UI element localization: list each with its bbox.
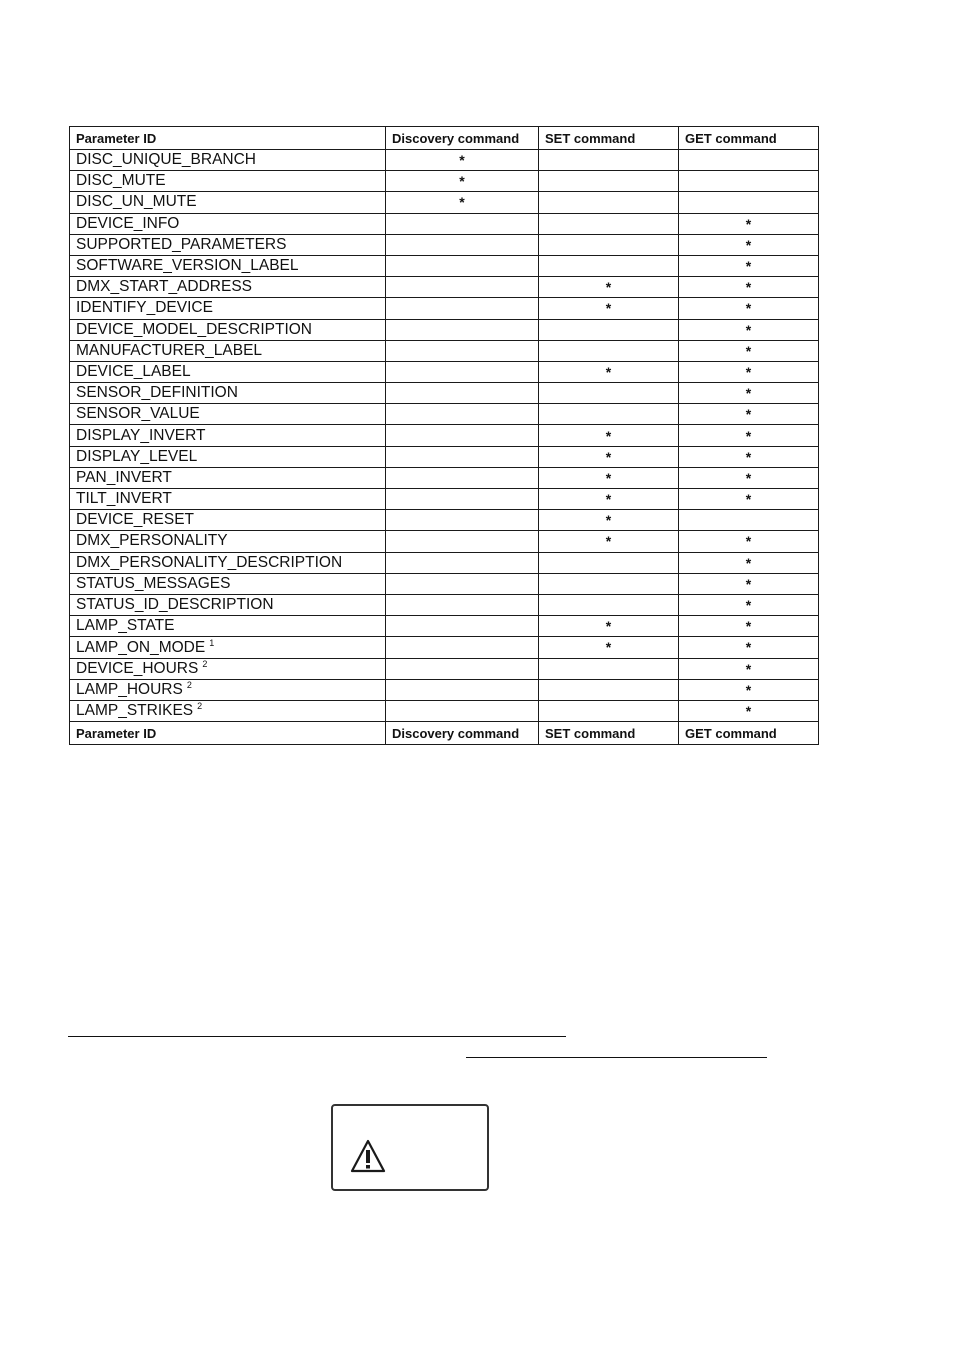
- header-parameter-id: Parameter ID: [70, 127, 386, 150]
- table-row: [70, 361, 819, 382]
- get-cell: *: [679, 616, 819, 637]
- parameter-name-cell: [70, 658, 386, 679]
- set-cell: [539, 234, 679, 255]
- discovery-cell: [386, 616, 539, 637]
- table-row: [70, 404, 819, 425]
- set-cell: *: [539, 616, 679, 637]
- parameter-name: SENSOR_VALUE: [76, 405, 200, 423]
- get-cell: *: [679, 383, 819, 404]
- table-row: [70, 489, 819, 510]
- parameter-name: DEVICE_HOURS: [76, 660, 199, 678]
- discovery-cell: [386, 298, 539, 319]
- set-cell: [539, 679, 679, 700]
- set-cell: *: [539, 446, 679, 467]
- get-cell: *: [679, 700, 819, 721]
- parameter-name: DISC_MUTE: [76, 172, 166, 190]
- parameter-name-cell: [70, 637, 386, 658]
- discovery-cell: [386, 234, 539, 255]
- table-row: [70, 234, 819, 255]
- parameter-name: DEVICE_MODEL_DESCRIPTION: [76, 320, 312, 338]
- set-cell: *: [539, 361, 679, 382]
- parameter-name: LAMP_STRIKES: [76, 702, 194, 720]
- set-cell: *: [539, 489, 679, 510]
- get-cell: *: [679, 573, 819, 594]
- parameter-name: DEVICE_INFO: [76, 214, 180, 232]
- parameter-name: MANUFACTURER_LABEL: [76, 341, 263, 359]
- table-row: [70, 277, 819, 298]
- parameter-name: SENSOR_DEFINITION: [76, 384, 238, 402]
- parameter-name-cell: [70, 700, 386, 721]
- discovery-cell: [386, 404, 539, 425]
- table-row: [70, 700, 819, 721]
- parameter-name: STATUS_ID_DESCRIPTION: [76, 596, 274, 614]
- get-cell: *: [679, 277, 819, 298]
- table-body: [70, 150, 819, 722]
- table-row: [70, 255, 819, 276]
- discovery-cell: [386, 361, 539, 382]
- get-cell: *: [679, 255, 819, 276]
- get-cell: *: [679, 213, 819, 234]
- table-row: [70, 319, 819, 340]
- discovery-cell: [386, 255, 539, 276]
- table-row: [70, 552, 819, 573]
- get-cell: *: [679, 552, 819, 573]
- header-get-command: GET command: [679, 127, 819, 150]
- table-row: [70, 616, 819, 637]
- get-cell: *: [679, 679, 819, 700]
- parameter-name: DISC_UN_MUTE: [76, 193, 197, 211]
- get-cell: *: [679, 425, 819, 446]
- set-cell: [539, 213, 679, 234]
- table-row: [70, 658, 819, 679]
- parameter-name-cell: [70, 404, 386, 425]
- set-cell: [539, 552, 679, 573]
- table-row: [70, 213, 819, 234]
- footnote-marker: 1: [209, 637, 215, 648]
- parameter-name-cell: [70, 679, 386, 700]
- discovery-cell: [386, 700, 539, 721]
- parameter-name-cell: [70, 510, 386, 531]
- parameter-name-cell: [70, 573, 386, 594]
- parameter-name: DEVICE_LABEL: [76, 362, 191, 380]
- header-discovery-command: Discovery command: [386, 127, 539, 150]
- get-cell: *: [679, 594, 819, 615]
- set-cell: [539, 255, 679, 276]
- header-set-command: SET command: [539, 127, 679, 150]
- discovery-cell: [386, 425, 539, 446]
- table-row: [70, 340, 819, 361]
- table-row: [70, 594, 819, 615]
- discovery-cell: [386, 573, 539, 594]
- set-cell: *: [539, 277, 679, 298]
- get-cell: *: [679, 298, 819, 319]
- discovery-cell: *: [386, 171, 539, 192]
- parameter-name-cell: [70, 383, 386, 404]
- parameter-name-cell: [70, 298, 386, 319]
- discovery-cell: *: [386, 192, 539, 213]
- divider-line: [68, 1036, 566, 1037]
- discovery-cell: [386, 383, 539, 404]
- parameter-name-cell: [70, 594, 386, 615]
- parameter-name-cell: [70, 467, 386, 488]
- footnote-marker: 2: [202, 659, 208, 670]
- table-row: [70, 679, 819, 700]
- get-cell: *: [679, 340, 819, 361]
- get-cell: [679, 192, 819, 213]
- get-cell: *: [679, 531, 819, 552]
- discovery-cell: [386, 510, 539, 531]
- footer-discovery-command: Discovery command: [386, 722, 539, 745]
- warning-box: [331, 1104, 489, 1191]
- parameter-name: DMX_START_ADDRESS: [76, 278, 252, 296]
- table-row: [70, 531, 819, 552]
- discovery-cell: [386, 637, 539, 658]
- parameter-name-cell: [70, 489, 386, 510]
- parameter-name: SOFTWARE_VERSION_LABEL: [76, 257, 299, 275]
- set-cell: [539, 150, 679, 171]
- set-cell: *: [539, 467, 679, 488]
- get-cell: *: [679, 637, 819, 658]
- discovery-cell: [386, 489, 539, 510]
- set-cell: *: [539, 510, 679, 531]
- parameter-name-cell: [70, 531, 386, 552]
- parameter-table: [69, 126, 819, 745]
- footer-parameter-id: Parameter ID: [70, 722, 386, 745]
- divider-line-short: [466, 1057, 767, 1058]
- parameter-name-cell: [70, 277, 386, 298]
- discovery-cell: [386, 319, 539, 340]
- set-cell: *: [539, 531, 679, 552]
- footer-get-command: GET command: [679, 722, 819, 745]
- parameter-name-cell: [70, 255, 386, 276]
- parameter-name-cell: [70, 446, 386, 467]
- parameter-name-cell: [70, 171, 386, 192]
- table-row: [70, 446, 819, 467]
- parameter-name: DISC_UNIQUE_BRANCH: [76, 151, 257, 169]
- discovery-cell: [386, 594, 539, 615]
- parameter-name: DISPLAY_LEVEL: [76, 447, 198, 465]
- discovery-cell: [386, 213, 539, 234]
- parameter-name-cell: [70, 319, 386, 340]
- parameter-name: DEVICE_RESET: [76, 511, 195, 529]
- parameter-name-cell: [70, 361, 386, 382]
- table-row: [70, 150, 819, 171]
- get-cell: *: [679, 489, 819, 510]
- discovery-cell: *: [386, 150, 539, 171]
- parameter-name: STATUS_MESSAGES: [76, 574, 231, 592]
- parameter-name-cell: [70, 213, 386, 234]
- footnote-marker: 2: [186, 680, 192, 691]
- parameter-name: DMX_PERSONALITY_DESCRIPTION: [76, 553, 343, 571]
- get-cell: [679, 171, 819, 192]
- discovery-cell: [386, 658, 539, 679]
- table-row: [70, 510, 819, 531]
- set-cell: [539, 594, 679, 615]
- set-cell: [539, 658, 679, 679]
- parameter-name: LAMP_ON_MODE: [76, 638, 206, 656]
- set-cell: [539, 319, 679, 340]
- parameter-name-cell: [70, 234, 386, 255]
- discovery-cell: [386, 340, 539, 361]
- table-row: [70, 637, 819, 658]
- parameter-name-cell: [70, 552, 386, 573]
- parameter-name-cell: [70, 340, 386, 361]
- parameter-name: LAMP_HOURS: [76, 681, 183, 699]
- parameter-name-cell: [70, 150, 386, 171]
- parameter-name-cell: [70, 425, 386, 446]
- set-cell: [539, 340, 679, 361]
- parameter-name-cell: [70, 616, 386, 637]
- table-row: [70, 383, 819, 404]
- discovery-cell: [386, 467, 539, 488]
- parameter-name: TILT_INVERT: [76, 490, 172, 508]
- get-cell: *: [679, 319, 819, 340]
- parameter-name-cell: [70, 192, 386, 213]
- set-cell: [539, 192, 679, 213]
- set-cell: [539, 573, 679, 594]
- set-cell: [539, 700, 679, 721]
- set-cell: *: [539, 637, 679, 658]
- parameter-name: DISPLAY_INVERT: [76, 426, 206, 444]
- set-cell: [539, 383, 679, 404]
- footnote-marker: 2: [197, 701, 203, 712]
- table-row: [70, 192, 819, 213]
- get-cell: *: [679, 361, 819, 382]
- parameter-name: DMX_PERSONALITY: [76, 532, 228, 550]
- table-row: [70, 298, 819, 319]
- parameter-name: LAMP_STATE: [76, 617, 175, 635]
- discovery-cell: [386, 552, 539, 573]
- parameter-name: PAN_INVERT: [76, 468, 172, 486]
- set-cell: [539, 404, 679, 425]
- discovery-cell: [386, 531, 539, 552]
- get-cell: [679, 150, 819, 171]
- table-footer-row: [70, 722, 819, 745]
- get-cell: *: [679, 446, 819, 467]
- footer-set-command: SET command: [539, 722, 679, 745]
- table-row: [70, 425, 819, 446]
- get-cell: *: [679, 467, 819, 488]
- get-cell: [679, 510, 819, 531]
- discovery-cell: [386, 446, 539, 467]
- table-row: [70, 171, 819, 192]
- set-cell: [539, 171, 679, 192]
- set-cell: *: [539, 425, 679, 446]
- get-cell: *: [679, 658, 819, 679]
- discovery-cell: [386, 277, 539, 298]
- warning-triangle-icon: [349, 1138, 387, 1174]
- table-header-row: [70, 127, 819, 150]
- table-row: [70, 573, 819, 594]
- set-cell: *: [539, 298, 679, 319]
- parameter-name: SUPPORTED_PARAMETERS: [76, 235, 287, 253]
- parameter-name: IDENTIFY_DEVICE: [76, 299, 213, 317]
- discovery-cell: [386, 679, 539, 700]
- get-cell: *: [679, 234, 819, 255]
- get-cell: *: [679, 404, 819, 425]
- table-row: [70, 467, 819, 488]
